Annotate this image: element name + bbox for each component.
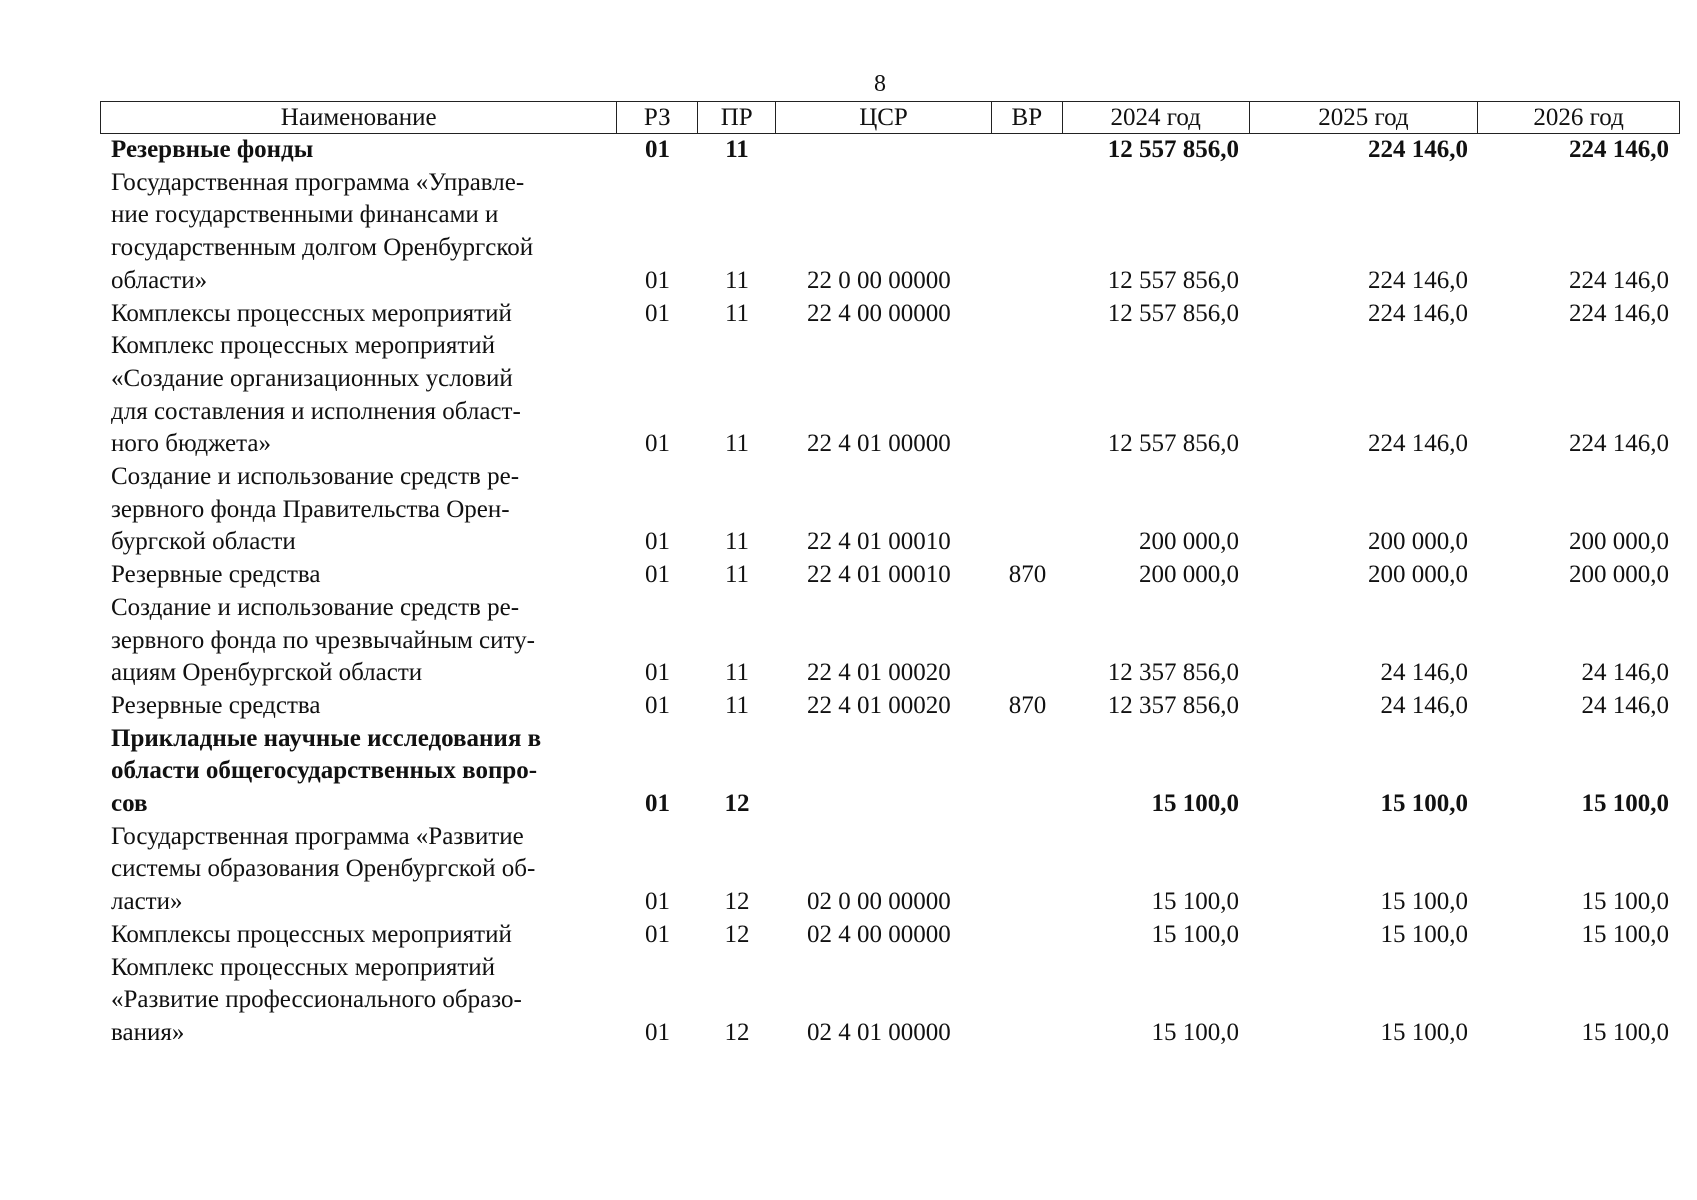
row-amount-2025: 15 100,0: [1380, 1018, 1468, 1046]
row-csr: 22 4 01 00010: [807, 528, 951, 556]
table-row: [100, 330, 1680, 461]
row-name-line: Создание и использование средств ре-: [111, 593, 520, 621]
row-pr: 12: [724, 790, 750, 818]
row-name: [100, 723, 617, 821]
row-name-line: сов: [111, 790, 148, 818]
row-pr: 12: [724, 920, 750, 948]
column-header-2026: 2026 год: [1533, 104, 1624, 131]
column-header-2024: 2024 год: [1063, 102, 1250, 133]
row-name-line: вания»: [111, 1018, 185, 1046]
row-pr: 11: [724, 430, 750, 458]
row-name: [100, 134, 617, 167]
row-amount-2026: 224 146,0: [1569, 299, 1669, 327]
table-row: [100, 723, 1680, 821]
row-name-line: ласти»: [111, 888, 183, 916]
row-amount-2026: 15 100,0: [1581, 790, 1669, 818]
column-header-vr: ВР: [992, 102, 1063, 133]
row-name-line: «Создание организационных условий: [111, 364, 513, 392]
row-amount-2024: 15 100,0: [1151, 790, 1239, 818]
column-header-name: Наименование: [101, 102, 617, 133]
row-amount-2024: 15 100,0: [1151, 888, 1239, 916]
table-row: [100, 952, 1680, 1050]
row-name: [100, 690, 617, 723]
row-name-line: Комплекс процессных мероприятий: [111, 953, 496, 981]
row-name-line: Государственная программа «Развитие: [111, 822, 524, 850]
row-rz: 01: [645, 888, 670, 916]
row-amount-2026: 24 146,0: [1581, 691, 1669, 719]
column-header-csr: ЦСР: [776, 102, 992, 133]
row-amount-2026: 224 146,0: [1569, 266, 1669, 294]
row-rz: 01: [645, 136, 670, 163]
row-rz: 01: [645, 299, 670, 327]
row-amount-2024: 12 557 856,0: [1107, 136, 1239, 163]
row-name-line: ного бюджета»: [111, 430, 271, 458]
row-name-line: Резервные средства: [111, 561, 321, 589]
row-amount-2025: 224 146,0: [1368, 266, 1468, 294]
table-row: [100, 690, 1680, 723]
page-number: 8: [874, 71, 886, 97]
row-name-line: бургской области: [111, 528, 296, 556]
row-amount-2025: 24 146,0: [1380, 691, 1468, 719]
row-amount-2026: 15 100,0: [1581, 920, 1669, 948]
row-amount-2024: 12 357 856,0: [1107, 659, 1239, 687]
row-rz: 01: [645, 430, 670, 458]
row-name-line: Прикладные научные исследования в: [111, 724, 542, 752]
row-amount-2024: 15 100,0: [1151, 1018, 1239, 1046]
row-name-line: ние государственными финансами и: [111, 201, 499, 229]
row-vr: 870: [1008, 691, 1047, 719]
row-csr: 22 4 01 00000: [807, 430, 951, 458]
row-name-line: Комплекс процессных мероприятий: [111, 332, 496, 360]
row-amount-2024: 200 000,0: [1139, 561, 1239, 589]
table-row: [100, 167, 1680, 298]
row-name-line: Комплексы процессных мероприятий: [111, 920, 512, 948]
row-amount-2024: 12 557 856,0: [1107, 266, 1239, 294]
row-pr: 12: [724, 888, 750, 916]
row-pr: 11: [724, 266, 750, 294]
row-amount-2024: 200 000,0: [1139, 528, 1239, 556]
row-pr: 11: [724, 528, 750, 556]
row-name: [100, 821, 617, 919]
row-csr: 22 0 00 00000: [807, 266, 951, 294]
row-amount-2026: 224 146,0: [1569, 136, 1669, 163]
row-rz: 01: [645, 691, 670, 719]
row-rz: 01: [645, 266, 670, 294]
row-csr: 22 4 01 00010: [807, 561, 951, 589]
row-csr: 02 4 00 00000: [807, 920, 951, 948]
row-name-line: Государственная программа «Управле-: [111, 168, 525, 196]
row-amount-2024: 12 557 856,0: [1107, 430, 1239, 458]
row-name-line: зервного фонда по чрезвычайным ситу-: [111, 626, 535, 654]
row-amount-2025: 15 100,0: [1380, 920, 1468, 948]
table-row: [100, 298, 1680, 331]
row-name-line: Создание и использование средств ре-: [111, 463, 520, 491]
row-name: [100, 952, 617, 1050]
row-rz: 01: [645, 528, 670, 556]
row-rz: 01: [645, 920, 670, 948]
row-amount-2026: 15 100,0: [1581, 888, 1669, 916]
row-amount-2026: 200 000,0: [1569, 561, 1669, 589]
row-name-line: зервного фонда Правительства Орен-: [111, 495, 510, 523]
table-row: [100, 134, 1680, 167]
row-amount-2024: 12 357 856,0: [1107, 691, 1239, 719]
row-rz: 01: [645, 1018, 670, 1046]
row-name-line: системы образования Оренбургской об-: [111, 855, 536, 883]
column-header-pr: ПР: [698, 102, 776, 133]
table-row: [100, 919, 1680, 952]
row-amount-2026: 224 146,0: [1569, 430, 1669, 458]
row-name-line: Комплексы процессных мероприятий: [111, 299, 512, 327]
row-amount-2025: 200 000,0: [1368, 528, 1468, 556]
row-csr: 22 4 01 00020: [807, 659, 951, 687]
row-name-line: для составления и исполнения област-: [111, 397, 521, 425]
row-amount-2024: 15 100,0: [1151, 920, 1239, 948]
row-amount-2025: 200 000,0: [1368, 561, 1468, 589]
row-pr: 11: [724, 299, 750, 327]
row-csr: 02 0 00 00000: [807, 888, 951, 916]
row-amount-2025: 15 100,0: [1380, 790, 1468, 818]
row-amount-2024: 12 557 856,0: [1107, 299, 1239, 327]
row-name: [100, 919, 617, 952]
row-csr: 02 4 01 00000: [807, 1018, 951, 1046]
budget-table: [100, 101, 1680, 1050]
row-amount-2026: 15 100,0: [1581, 1018, 1669, 1046]
row-amount-2025: 15 100,0: [1380, 888, 1468, 916]
row-amount-2025: 224 146,0: [1368, 136, 1468, 163]
column-header-rz: РЗ: [617, 102, 698, 133]
row-name: [100, 167, 617, 298]
row-name-line: ациям Оренбургской области: [111, 659, 423, 687]
table-row: [100, 592, 1680, 690]
row-amount-2026: 24 146,0: [1581, 659, 1669, 687]
row-name: [100, 559, 617, 592]
row-pr: 12: [724, 1018, 750, 1046]
table-row: [100, 559, 1680, 592]
row-pr: 11: [724, 561, 750, 589]
row-amount-2025: 224 146,0: [1368, 299, 1468, 327]
row-name: [100, 592, 617, 690]
row-rz: 01: [645, 790, 670, 818]
row-amount-2026: 200 000,0: [1569, 528, 1669, 556]
row-name-line: «Развитие профессионального образо-: [111, 986, 522, 1014]
row-amount-2025: 224 146,0: [1368, 430, 1468, 458]
table-body: [100, 134, 1680, 1050]
row-name-line: Резервные фонды: [111, 136, 314, 163]
row-amount-2025: 24 146,0: [1380, 659, 1468, 687]
row-vr: 870: [1008, 561, 1047, 589]
row-name-line: Резервные средства: [111, 691, 321, 719]
row-csr: 22 4 00 00000: [807, 299, 951, 327]
row-name: [100, 461, 617, 559]
row-csr: 22 4 01 00020: [807, 691, 951, 719]
row-name: [100, 298, 617, 331]
row-rz: 01: [645, 659, 670, 687]
row-name-line: области общегосударственных вопро-: [111, 757, 538, 785]
row-rz: 01: [645, 561, 670, 589]
row-pr: 11: [724, 659, 750, 687]
row-name-line: области»: [111, 266, 208, 294]
row-name: [100, 330, 617, 461]
row-pr: 11: [724, 691, 750, 719]
column-header-2025: 2025 год: [1250, 102, 1479, 133]
table-row: [100, 821, 1680, 919]
table-row: [100, 461, 1680, 559]
row-pr: 11: [725, 136, 749, 163]
row-name-line: государственным долгом Оренбургской: [111, 234, 534, 262]
table-header: [100, 101, 1680, 134]
